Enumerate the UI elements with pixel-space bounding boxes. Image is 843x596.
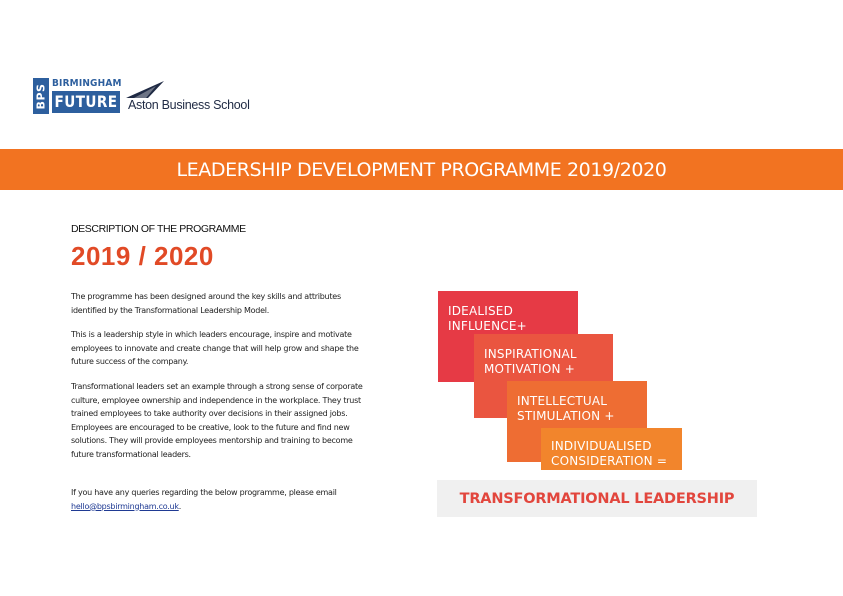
individualised-consideration-box: [541, 428, 682, 470]
banner-title: LEADERSHIP DEVELOPMENT PROGRAMME 2019/2020: [176, 158, 667, 181]
transformational-leadership-graphic: [437, 291, 759, 519]
box-line: INTELLECTUAL: [517, 394, 608, 408]
transformational-leadership-footer: [437, 480, 757, 517]
section-heading: DESCRIPTION OF THE PROGRAMME: [71, 223, 246, 235]
box-line: IDEALISED: [448, 304, 514, 318]
box-line: CONSIDERATION =: [551, 454, 668, 468]
box-line: MOTIVATION +: [484, 362, 575, 376]
contact-text: If you have any queries regarding the below programme, please email: [71, 488, 337, 497]
bps-logo-box-text: BPS: [34, 83, 48, 109]
paragraph-contact: [71, 486, 376, 513]
bps-logo-top-text: BIRMINGHAM: [52, 78, 122, 89]
aston-business-school-logo: [126, 80, 256, 114]
year-title: 2019 / 2020: [71, 241, 214, 271]
aston-logo-text: Aston Business School: [128, 98, 250, 112]
bps-logo-box: [33, 78, 49, 114]
paragraph-transformational-leaders: Transformational leaders set an example through a strong sense of corporate culture, employee ownership and independence in the workplace. They trust trained employees to take authority over decisions in their assigned jobs. Employees are encouraged to be creative, look to the future and find new solutions. They will provide employees mentorship and training to become future transformational leaders.: [71, 382, 363, 459]
contact-email-link[interactable]: hello@bpsbirmingham.co.uk: [71, 501, 179, 511]
title-banner: [0, 149, 843, 190]
box-line: INDIVIDUALISED: [551, 439, 652, 453]
box-line: INSPIRATIONAL: [484, 347, 577, 361]
bps-birmingham-future-logo: [33, 78, 122, 114]
aston-triangle-icon: [126, 80, 166, 100]
box-line: INFLUENCE+: [448, 319, 527, 333]
bps-logo-wordmark: [52, 78, 132, 114]
paragraph-leadership-style: This is a leadership style in which leaders encourage, inspire and motivate employees to innovate and create change that will help grow and shape the future success of the company.: [71, 330, 359, 367]
transformational-leadership-label: TRANSFORMATIONAL LEADERSHIP: [459, 490, 735, 507]
paragraph-intro: The programme has been designed around the key skills and attributes identified by the Transformational Leadership Model.: [71, 292, 341, 315]
box-line: STIMULATION +: [517, 409, 615, 423]
bps-logo-bottom-text: FUTURE: [52, 91, 120, 113]
contact-end: .: [178, 501, 182, 511]
